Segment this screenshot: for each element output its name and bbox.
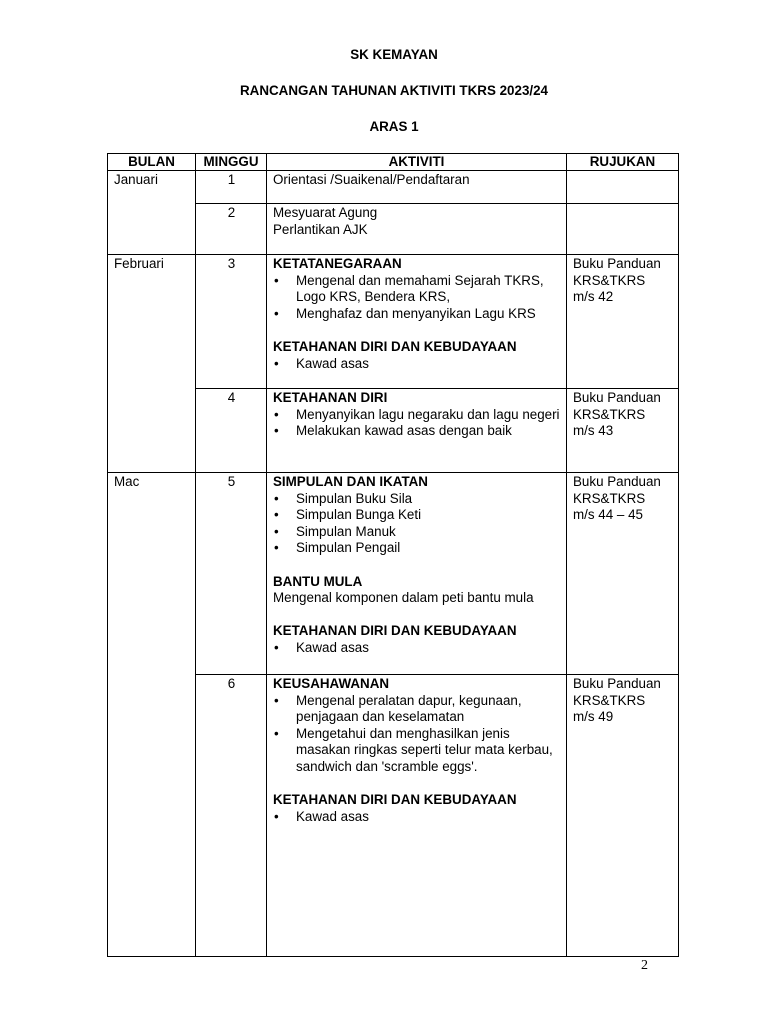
activity-cell [267, 675, 567, 957]
bullet-list [273, 491, 561, 557]
activity-line: Perlantikan AJK [273, 221, 368, 237]
reference-line: KRS&TKRS [573, 692, 646, 708]
section-heading: KEUSAHAWANAN [273, 676, 390, 691]
bullet-list [273, 809, 561, 826]
list-item: • Simpulan Pengail [273, 540, 561, 557]
level-heading: ARAS 1 [369, 119, 419, 134]
table-header-row [108, 154, 679, 171]
section-heading: KETAHANAN DIRI DAN KEBUDAYAAN [273, 792, 517, 808]
reference-cell [567, 675, 679, 957]
bullet-list [273, 407, 561, 440]
list-item: • Mengenal dan memahami Sejarah TKRS, Logo KRS, Bendera KRS, [273, 273, 561, 306]
list-item: • Kawad asas [273, 640, 561, 657]
reference-line: m/s 43 [573, 423, 614, 439]
activity-cell [267, 473, 567, 675]
section-heading: BANTU MULA [273, 573, 363, 589]
reference-cell [567, 255, 679, 389]
week-cell: 6 [196, 675, 267, 957]
reference-line: Buku Panduan [573, 474, 661, 489]
table-row [108, 255, 679, 389]
activity-line: Mesyuarat Agung [273, 205, 378, 220]
section-text: Mengenal komponen dalam peti bantu mula [273, 590, 534, 606]
reference-cell [567, 171, 679, 204]
week-cell: 4 [196, 389, 267, 473]
bullet-list [273, 273, 561, 323]
reference-line: m/s 49 [573, 709, 614, 725]
activity-cell [267, 255, 567, 389]
bullet-list [273, 693, 561, 776]
list-item: • Mengenal peralatan dapur, kegunaan, penjagaan dan keselamatan [273, 693, 561, 726]
reference-line: KRS&TKRS [573, 490, 646, 506]
list-item: • Simpulan Buku Sila [273, 491, 561, 508]
school-name: SK KEMAYAN [350, 47, 438, 62]
reference-line: Buku Panduan [573, 676, 661, 691]
reference-line: KRS&TKRS [573, 406, 646, 422]
activity-cell [267, 171, 567, 204]
reference-line: KRS&TKRS [573, 272, 646, 288]
week-cell: 2 [196, 204, 267, 255]
bullet-list [273, 640, 561, 657]
column-header-activity: AKTIVITI [267, 154, 567, 171]
reference-cell [567, 389, 679, 473]
month-cell: Februari [108, 255, 196, 473]
activity-plan-table [107, 153, 679, 957]
week-cell: 1 [196, 171, 267, 204]
activity-cell [267, 204, 567, 255]
activity-line: Orientasi /Suaikenal/Pendaftaran [273, 172, 470, 187]
reference-line: Buku Panduan [573, 390, 661, 405]
column-header-week: MINGGU [196, 154, 267, 171]
reference-cell [567, 473, 679, 675]
section-heading: KETATANEGARAAN [273, 256, 402, 271]
bullet-list [273, 356, 561, 373]
list-item: • Menghafaz dan menyanyikan Lagu KRS [273, 306, 561, 323]
column-header-reference: RUJUKAN [567, 154, 679, 171]
month-cell: Mac [108, 473, 196, 957]
list-item: • Mengetahui dan menghasilkan jenis masakan ringkas seperti telur mata kerbau, sandwich dan 'scramble eggs'. [273, 726, 561, 776]
section-heading: KETAHANAN DIRI DAN KEBUDAYAAN [273, 338, 517, 354]
table-row [108, 473, 679, 675]
section-heading: KETAHANAN DIRI DAN KEBUDAYAAN [273, 623, 517, 639]
column-header-month: BULAN [108, 154, 196, 171]
list-item: • Melakukan kawad asas dengan baik [273, 423, 561, 440]
reference-line: m/s 44 – 45 [573, 507, 643, 523]
page-number: 2 [641, 958, 648, 973]
document-title: RANCANGAN TAHUNAN AKTIVITI TKRS 2023/24 [239, 83, 549, 98]
list-item: • Simpulan Manuk [273, 524, 561, 541]
activity-cell [267, 389, 567, 473]
month-cell: Januari [108, 171, 196, 255]
list-item: • Simpulan Bunga Keti [273, 507, 561, 524]
list-item: • Kawad asas [273, 809, 561, 826]
list-item: • Kawad asas [273, 356, 561, 373]
reference-line: Buku Panduan [573, 256, 661, 271]
list-item: • Menyanyikan lagu negaraku dan lagu negeri [273, 407, 561, 424]
section-heading: SIMPULAN DAN IKATAN [273, 474, 428, 489]
week-cell: 5 [196, 473, 267, 675]
reference-cell [567, 204, 679, 255]
reference-line: m/s 42 [573, 289, 614, 305]
week-cell: 3 [196, 255, 267, 389]
section-heading: KETAHANAN DIRI [273, 390, 388, 405]
table-row [108, 171, 679, 204]
